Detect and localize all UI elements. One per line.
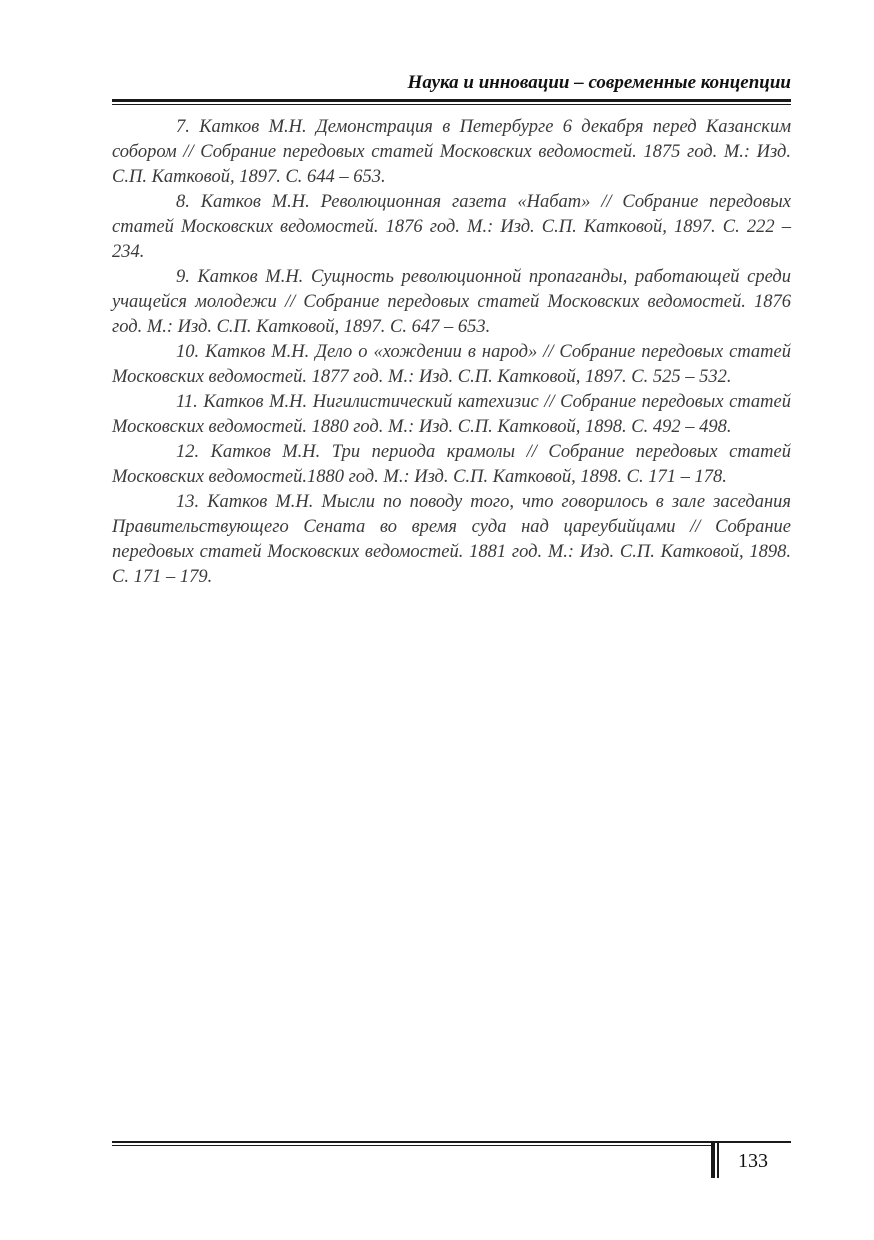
reference-item bbox=[112, 440, 791, 490]
reference-number: 10. bbox=[176, 342, 200, 362]
reference-number: 11. bbox=[176, 392, 198, 412]
footer-vertical-bar-thin bbox=[717, 1143, 719, 1178]
reference-number: 12. bbox=[176, 442, 200, 462]
page-number: 133 bbox=[738, 1150, 768, 1172]
reference-item bbox=[112, 390, 791, 440]
reference-number: 9. bbox=[176, 267, 190, 287]
reference-item bbox=[112, 490, 791, 590]
reference-text: Катков М.Н. Демонстрация в Петербурге 6 декабря перед Казанским собором // Собрание передовых статей Московских ведомостей. 1875 год. М.: Изд. С.П. Катковой, 1897. С. 644 – 653. bbox=[112, 117, 792, 187]
reference-text: Катков М.Н. Мысли по поводу того, что говорилось в зале заседания Правительствующего Сената во время суда над цареубийцами // Собрание передовых статей Московских ведомостей. 1881 год. М.: Изд. С.П. Катковой, 1898. С. 171 – 179. bbox=[112, 492, 792, 587]
reference-number: 7. bbox=[176, 117, 190, 137]
reference-item bbox=[112, 340, 791, 390]
running-header-title: Наука и инновации – современные концепции bbox=[407, 72, 791, 93]
header-rule-thick bbox=[112, 99, 791, 102]
reference-number: 8. bbox=[176, 192, 190, 212]
footer-vertical-bar bbox=[711, 1143, 715, 1178]
reference-item bbox=[112, 115, 791, 190]
reference-text: Катков М.Н. Нигилистический катехизис // Собрание передовых статей Московских ведомостей. 1880 год. М.: Изд. С.П. Катковой, 1898. С. 492 – 498. bbox=[112, 392, 792, 437]
reference-item bbox=[112, 265, 791, 340]
reference-text: Катков М.Н. Дело о «хождении в народ» // Собрание передовых статей Московских ведомостей. 1877 год. М.: Изд. С.П. Катковой, 1897. С. 525 – 532. bbox=[112, 342, 791, 387]
header-rule-thin bbox=[112, 104, 791, 105]
reference-text: Катков М.Н. Сущность революционной пропаганды, работающей среди учащейся молодежи // Собрание передовых статей Московских ведомостей. 1876 год. М.: Изд. С.П. Катковой, 1897. С. 647 – 653. bbox=[112, 267, 791, 337]
reference-list bbox=[112, 115, 791, 590]
reference-item bbox=[112, 190, 791, 265]
reference-text: Катков М.Н. Три периода крамолы // Собрание передовых статей Московских ведомостей.1880 год. М.: Изд. С.П. Катковой, 1898. С. 171 – 178. bbox=[112, 442, 791, 487]
footer-rule-thin bbox=[112, 1145, 715, 1146]
reference-number: 13. bbox=[176, 492, 200, 512]
reference-text: Катков М.Н. Революционная газета «Набат» // Собрание передовых статей Московских ведомостей. 1876 год. М.: Изд. С.П. Катковой, 1897. С. 222 – 234. bbox=[112, 192, 791, 262]
footer-rule-thick bbox=[112, 1141, 791, 1143]
